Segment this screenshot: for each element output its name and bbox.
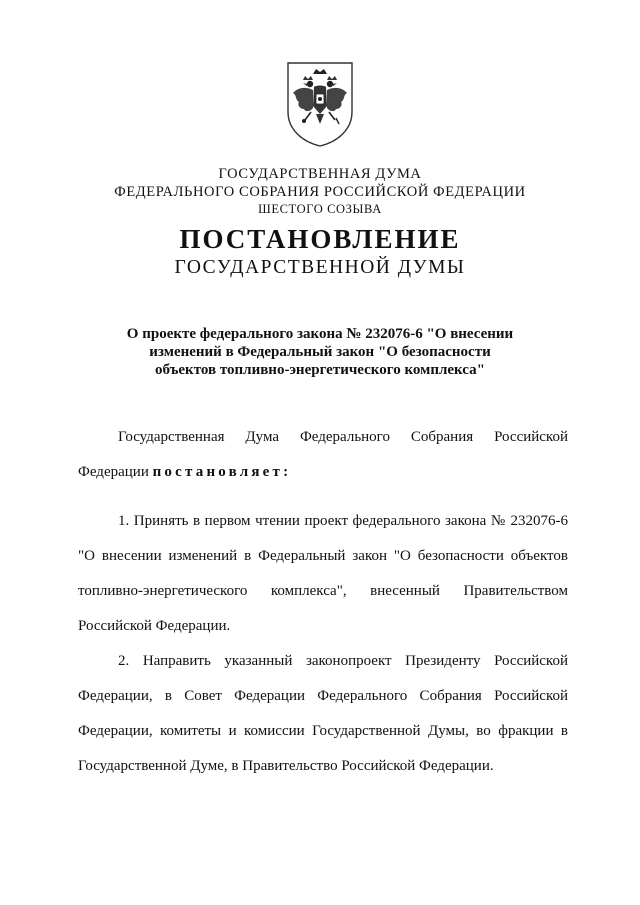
subject-line: О проекте федерального закона № 232076-6 "О внесении xyxy=(126,326,514,342)
preamble-paragraph xyxy=(78,420,568,490)
document-type-title: ПОСТАНОВЛЕНИЕ xyxy=(179,224,461,254)
paragraph-line: Федерации, в Совет Федерации Федерального Собрания Российской xyxy=(78,688,568,704)
paragraph-line: 2. Направить указанный законопроект Президенту Российской xyxy=(118,653,568,669)
preamble-line: Государственная Дума Федерального Собрания Российской xyxy=(118,429,568,445)
preamble-line xyxy=(78,455,568,490)
header-convocation: ШЕСТОГО СОЗЫВА xyxy=(258,202,382,216)
paragraph-line: топливно-энергетического комплекса", внесенный Правительством xyxy=(78,583,568,599)
document-subject xyxy=(100,325,540,379)
document-issuer: ГОСУДАРСТВЕННОЙ ДУМЫ xyxy=(174,257,466,278)
resolves-keyword: постановляет: xyxy=(152,464,292,480)
paragraph-line: Федерации, комитеты и комиссии Государственной Думы, во фракции в xyxy=(78,723,568,739)
coat-of-arms-icon xyxy=(283,60,357,148)
header-federal-assembly: ФЕДЕРАЛЬНОГО СОБРАНИЯ РОССИЙСКОЙ ФЕДЕРАЦИИ xyxy=(114,184,526,200)
preamble-text: Федерации xyxy=(78,464,153,480)
paragraph-line: 1. Принять в первом чтении проект федерального закона № 232076-6 xyxy=(118,513,568,529)
paragraph-line: Государственной Думе, в Правительство Российской Федерации. xyxy=(78,758,494,774)
paragraph-line: "О внесении изменений в Федеральный закон "О безопасности объектов xyxy=(78,548,568,564)
subject-line: объектов топливно-энергетического комплекса" xyxy=(155,362,485,378)
subject-line: изменений в Федеральный закон "О безопасности xyxy=(149,344,491,360)
item-1-paragraph xyxy=(78,504,568,644)
paragraph-line: Российской Федерации. xyxy=(78,618,231,634)
header-duma: ГОСУДАРСТВЕННАЯ ДУМА xyxy=(218,166,422,182)
item-2-paragraph xyxy=(78,644,568,784)
